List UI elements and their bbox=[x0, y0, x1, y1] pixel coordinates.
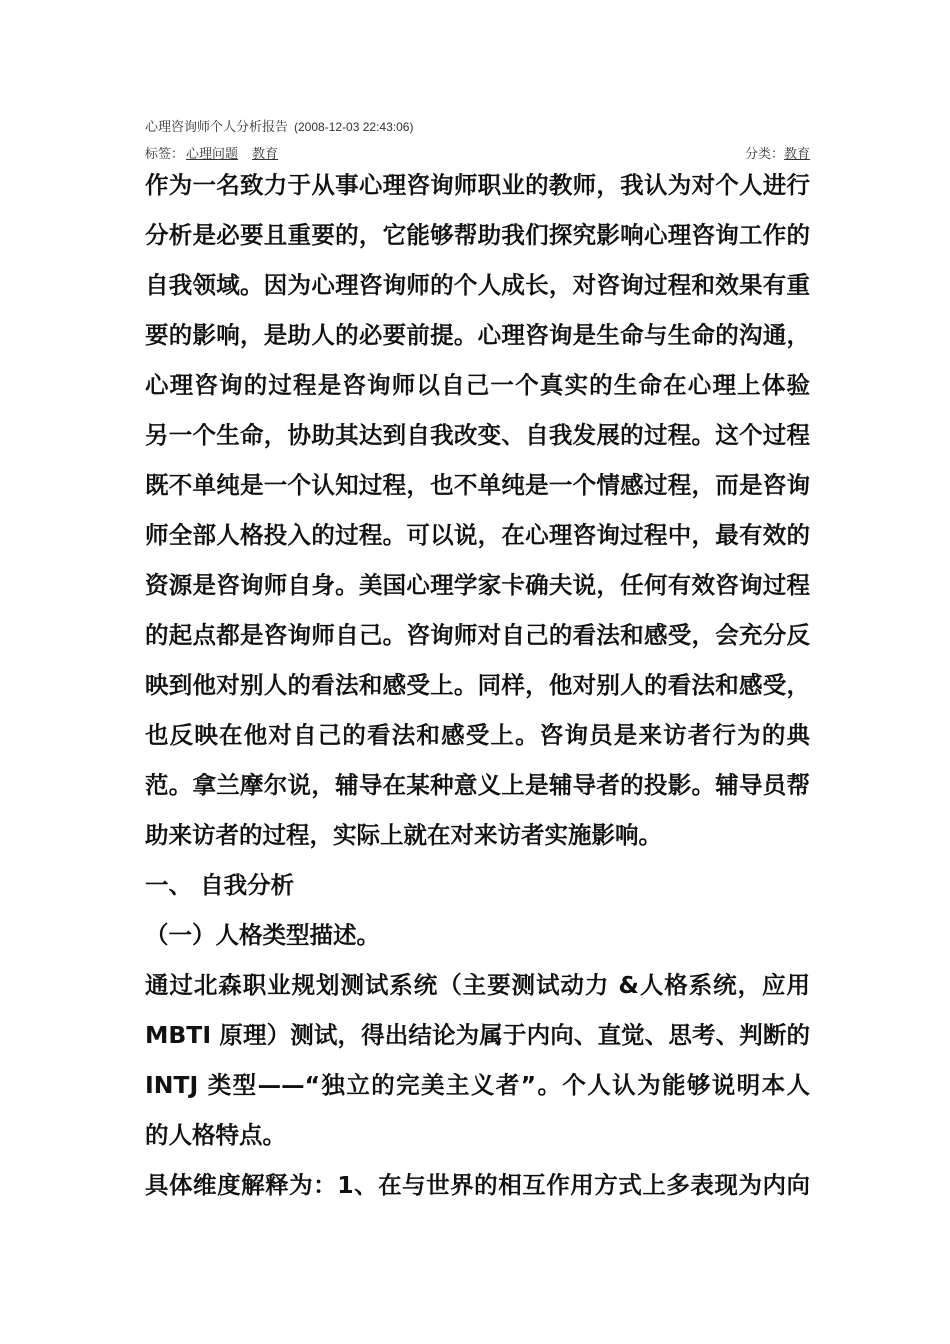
body-text-line: 分析是必要且重要的，它能够帮助我们探究影响心理咨询工作的 bbox=[145, 221, 810, 249]
body-text-line: 也反映在他对自己的看法和感受上。咨询员是来访者行为的典 bbox=[145, 721, 810, 749]
tag-link-psych[interactable]: 心理问题 bbox=[186, 147, 239, 162]
body-text-line: MBTI 原理）测试，得出结论为属于内向、直觉、思考、判断的 bbox=[145, 1021, 810, 1049]
category-link[interactable]: 教育 bbox=[783, 147, 810, 162]
body-text-line: 映到他对别人的看法和感受上。同样，他对别人的看法和感受， bbox=[145, 671, 810, 699]
body-text-line: 的起点都是咨询师自己。咨询师对自己的看法和感受，会充分反 bbox=[145, 621, 810, 649]
body-text-line: 自我领域。因为心理咨询师的个人成长，对咨询过程和效果有重 bbox=[145, 271, 810, 299]
tag-link-education[interactable]: 教育 bbox=[252, 147, 279, 162]
body-text-line: 师全部人格投入的过程。可以说，在心理咨询过程中，最有效的 bbox=[145, 521, 810, 549]
body-text-line: 既不单纯是一个认知过程，也不单纯是一个情感过程，而是咨询 bbox=[145, 471, 810, 499]
article-body bbox=[145, 160, 810, 1210]
body-text-line: 作为一名致力于从事心理咨询师职业的教师，我认为对个人进行 bbox=[145, 171, 810, 199]
category-label: 分类： bbox=[744, 147, 784, 162]
body-text-line: （一）人格类型描述。 bbox=[145, 921, 380, 949]
article-title: 心理咨询师个人分析报告 bbox=[145, 120, 289, 135]
body-text-line: INTJ 类型——“独立的完美主义者”。个人认为能够说明本人 bbox=[145, 1071, 810, 1099]
body-text-line: 心理咨询的过程是咨询师以自己一个真实的生命在心理上体验 bbox=[145, 371, 810, 399]
body-text-line: 的人格特点。 bbox=[145, 1121, 286, 1149]
body-text-line: 助来访者的过程，实际上就在对来访者实施影响。 bbox=[145, 821, 662, 849]
document-page bbox=[145, 118, 810, 1210]
body-text-line: 范。拿兰摩尔说，辅导在某种意义上是辅导者的投影。辅导员帮 bbox=[145, 771, 810, 799]
body-text-line: 资源是咨询师自身。美国心理学家卡确夫说，任何有效咨询过程 bbox=[145, 571, 810, 599]
tags-label: 标签： bbox=[145, 147, 185, 162]
body-text-line: 一、 自我分析 bbox=[145, 871, 295, 899]
article-title-line bbox=[145, 118, 810, 137]
body-text-line: 另一个生命，协助其达到自我改变、自我发展的过程。这个过程 bbox=[145, 421, 810, 449]
body-text-line: 通过北森职业规划测试系统（主要测试动力 &人格系统，应用 bbox=[145, 971, 810, 999]
body-text-line: 具体维度解释为：1、在与世界的相互作用方式上多表现为内向 bbox=[145, 1171, 810, 1199]
article-timestamp: (2008-12-03 22:43:06) bbox=[294, 120, 414, 134]
body-text-line: 要的影响，是助人的必要前提。心理咨询是生命与生命的沟通， bbox=[145, 321, 810, 349]
